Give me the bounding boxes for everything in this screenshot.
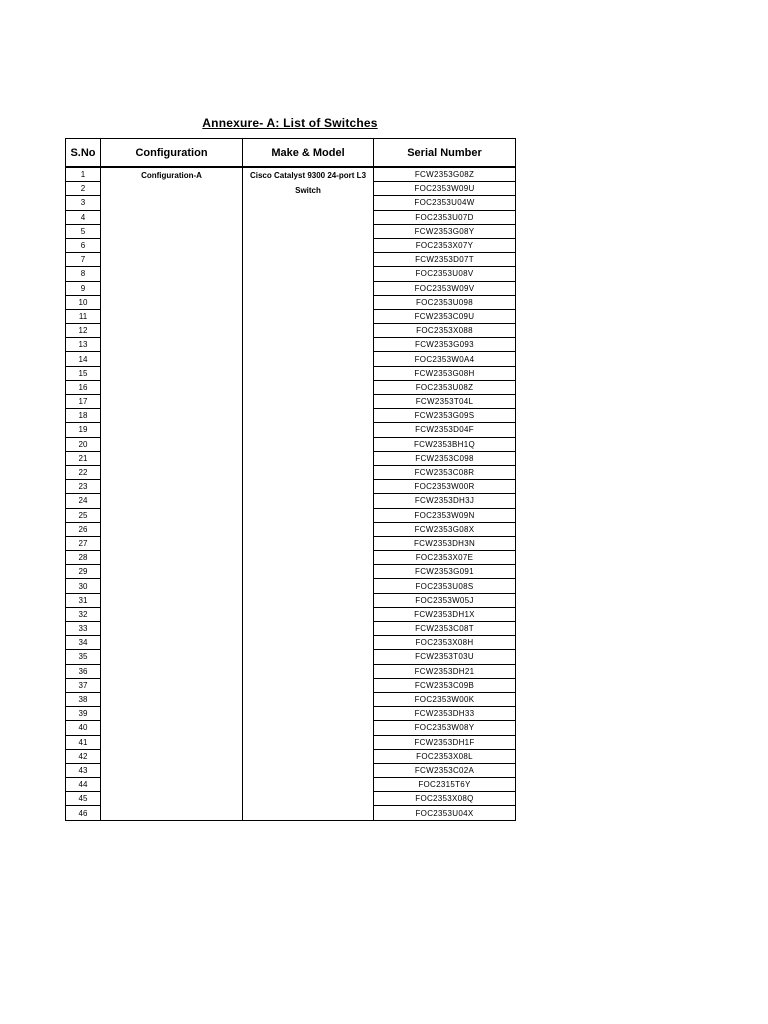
cell-sno: 12 [66,324,101,338]
cell-serial-number: FCW2353T03U [374,650,516,664]
cell-make-model: Cisco Catalyst 9300 24-port L3 Switch [243,167,374,820]
cell-sno: 17 [66,395,101,409]
cell-sno: 14 [66,352,101,366]
cell-serial-number: FOC2353X08Q [374,792,516,806]
cell-serial-number: FOC2353W05J [374,593,516,607]
cell-sno: 32 [66,607,101,621]
cell-sno: 43 [66,763,101,777]
cell-sno: 25 [66,508,101,522]
cell-sno: 8 [66,267,101,281]
header-make-model: Make & Model [243,139,374,168]
cell-sno: 15 [66,366,101,380]
cell-serial-number: FOC2353X07E [374,551,516,565]
table-header-row [66,139,516,168]
cell-sno: 3 [66,196,101,210]
cell-serial-number: FCW2353G08Z [374,167,516,182]
header-sno: S.No [66,139,101,168]
cell-serial-number: FOC2353W00R [374,480,516,494]
cell-serial-number: FOC2353U098 [374,295,516,309]
cell-sno: 37 [66,678,101,692]
cell-sno: 5 [66,224,101,238]
cell-sno: 36 [66,664,101,678]
cell-sno: 40 [66,721,101,735]
cell-sno: 18 [66,409,101,423]
cell-sno: 10 [66,295,101,309]
cell-sno: 21 [66,451,101,465]
cell-serial-number: FOC2353X088 [374,324,516,338]
cell-serial-number: FCW2353D07T [374,253,516,267]
cell-sno: 33 [66,622,101,636]
cell-sno: 45 [66,792,101,806]
cell-sno: 39 [66,707,101,721]
cell-serial-number: FCW2353C09U [374,309,516,323]
cell-serial-number: FCW2353G08Y [374,224,516,238]
cell-sno: 1 [66,167,101,182]
cell-serial-number: FCW2353BH1Q [374,437,516,451]
cell-serial-number: FOC2353X08L [374,749,516,763]
document-title: Annexure- A: List of Switches [202,116,378,130]
cell-serial-number: FCW2353DH1X [374,607,516,621]
cell-serial-number: FOC2353W0A4 [374,352,516,366]
cell-sno: 35 [66,650,101,664]
cell-sno: 31 [66,593,101,607]
cell-sno: 22 [66,465,101,479]
cell-serial-number: FOC2353W00K [374,692,516,706]
cell-sno: 6 [66,238,101,252]
cell-sno: 20 [66,437,101,451]
cell-sno: 11 [66,309,101,323]
cell-serial-number: FCW2353G08H [374,366,516,380]
switches-table [65,138,516,821]
cell-serial-number: FOC2315T6Y [374,778,516,792]
cell-sno: 4 [66,210,101,224]
cell-sno: 44 [66,778,101,792]
cell-serial-number: FCW2353C08T [374,622,516,636]
cell-sno: 26 [66,522,101,536]
cell-serial-number: FOC2353U08Z [374,380,516,394]
cell-serial-number: FOC2353W09U [374,182,516,196]
cell-serial-number: FOC2353U04X [374,806,516,820]
header-configuration: Configuration [101,139,243,168]
cell-serial-number: FCW2353DH3N [374,536,516,550]
cell-sno: 24 [66,494,101,508]
cell-serial-number: FCW2353C09B [374,678,516,692]
cell-serial-number: FCW2353C08R [374,465,516,479]
cell-sno: 27 [66,536,101,550]
cell-sno: 28 [66,551,101,565]
cell-serial-number: FCW2353G093 [374,338,516,352]
cell-serial-number: FCW2353G09S [374,409,516,423]
cell-serial-number: FCW2353DH1F [374,735,516,749]
cell-serial-number: FOC2353U04W [374,196,516,210]
cell-sno: 19 [66,423,101,437]
table-row [66,167,516,182]
cell-serial-number: FCW2353G091 [374,565,516,579]
cell-serial-number: FCW2353C02A [374,763,516,777]
cell-sno: 38 [66,692,101,706]
cell-serial-number: FOC2353W08Y [374,721,516,735]
cell-serial-number: FCW2353C098 [374,451,516,465]
cell-sno: 42 [66,749,101,763]
cell-serial-number: FCW2353T04L [374,395,516,409]
cell-sno: 29 [66,565,101,579]
table-body [66,167,516,820]
cell-sno: 30 [66,579,101,593]
cell-sno: 23 [66,480,101,494]
cell-serial-number: FOC2353W09N [374,508,516,522]
cell-serial-number: FCW2353G08X [374,522,516,536]
cell-serial-number: FOC2353X08H [374,636,516,650]
cell-configuration: Configuration-A [101,167,243,820]
cell-serial-number: FCW2353D04F [374,423,516,437]
cell-serial-number: FOC2353U08V [374,267,516,281]
cell-sno: 41 [66,735,101,749]
cell-sno: 13 [66,338,101,352]
cell-sno: 7 [66,253,101,267]
cell-serial-number: FOC2353U08S [374,579,516,593]
cell-sno: 2 [66,182,101,196]
cell-serial-number: FOC2353U07D [374,210,516,224]
cell-sno: 34 [66,636,101,650]
header-serial-number: Serial Number [374,139,516,168]
cell-serial-number: FOC2353W09V [374,281,516,295]
cell-sno: 9 [66,281,101,295]
cell-serial-number: FCW2353DH33 [374,707,516,721]
cell-sno: 16 [66,380,101,394]
cell-serial-number: FCW2353DH21 [374,664,516,678]
cell-serial-number: FCW2353DH3J [374,494,516,508]
cell-serial-number: FOC2353X07Y [374,238,516,252]
cell-sno: 46 [66,806,101,820]
